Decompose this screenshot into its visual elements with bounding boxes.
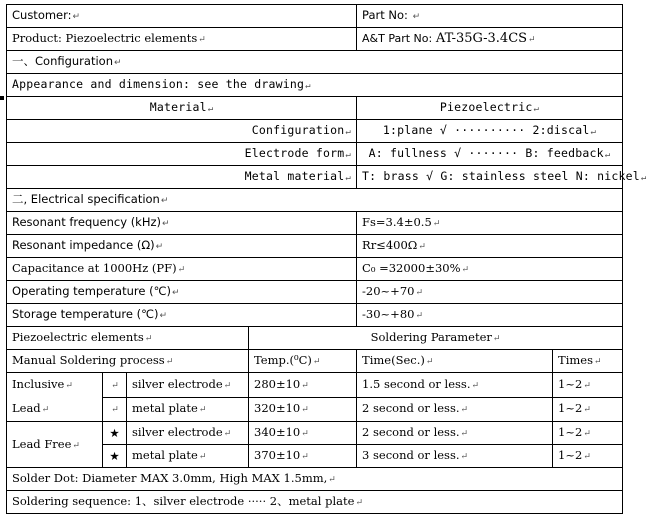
material-cell: metal plate↵ — [127, 397, 249, 422]
col-time-header: Time(Sec.)↵ — [357, 350, 553, 373]
at-part-no-cell: A&T Part No: AT-35G-3.4CS↵ — [357, 28, 623, 51]
product-cell: Product: Piezoelectric elements↵ — [7, 28, 357, 51]
soldering-left-title-2: Manual Soldering process↵ — [7, 350, 249, 373]
at-part-no-label: A&T Part No: — [362, 32, 433, 45]
solder-dot-note: Solder Dot: Diameter MAX 3.0mm, High MAX 1.5mm,↵ — [7, 468, 623, 491]
times-cell: 1~2↵ — [553, 422, 623, 445]
electrical-label: Capacitance at 1000Hz (PF)↵ — [7, 258, 357, 281]
configuration-title: 一、Configuration↵ — [7, 51, 623, 74]
material-cell: silver electrode↵ — [127, 422, 249, 445]
time-cell: 2 second or less.↵ — [357, 397, 553, 422]
temp-cell: 320±10↵ — [249, 397, 357, 422]
at-part-no-value: AT-35G-3.4CS — [435, 31, 528, 46]
soldering-sequence-note: Soldering sequence: 1、silver electrode ····· 2、metal plate↵ — [7, 491, 623, 514]
temp-cell: 370±10↵ — [249, 445, 357, 468]
metal-row — [7, 166, 623, 189]
electrical-row — [7, 281, 623, 304]
electrical-value: Fs=3.4±0.5↵ — [357, 212, 623, 235]
time-cell: 3 second or less.↵ — [357, 445, 553, 468]
table-row — [7, 373, 623, 398]
electrical-value: -20~+70↵ — [357, 281, 623, 304]
col-temp-header: Temp.(⁰C)↵ — [249, 350, 357, 373]
config-row — [7, 120, 623, 143]
electrical-label: Resonant impedance (Ω)↵ — [7, 235, 357, 258]
times-cell: 1~2↵ — [553, 397, 623, 422]
electrical-label: Operating temperature (℃)↵ — [7, 281, 357, 304]
temp-cell: 280±10↵ — [249, 373, 357, 398]
electrical-row — [7, 304, 623, 327]
electrical-row — [7, 235, 623, 258]
electrical-label: Resonant frequency (kHz)↵ — [7, 212, 357, 235]
part-no-label: Part No: — [362, 8, 408, 22]
electrical-row — [7, 258, 623, 281]
electrical-title: 二, Electrical specification↵ — [7, 189, 623, 212]
sequence-row — [7, 491, 623, 514]
soldering-header-row-2 — [7, 350, 623, 373]
part-no-cell: Part No: ↵ — [357, 5, 623, 28]
group-lead-free: Lead Free↵ — [7, 422, 103, 468]
configuration-title-row — [7, 51, 623, 74]
time-cell: 2 second or less.↵ — [357, 422, 553, 445]
electrical-title-row — [7, 189, 623, 212]
material-row — [7, 97, 623, 120]
times-cell: 1~2↵ — [553, 373, 623, 398]
spec-sheet — [6, 4, 646, 514]
time-cell: 1.5 second or less.↵ — [357, 373, 553, 398]
star-icon: ★ — [103, 422, 127, 445]
appearance-row — [7, 74, 623, 97]
customer-label: Customer: — [12, 8, 72, 22]
col-times-header: Times↵ — [553, 350, 623, 373]
appearance-text: Appearance and dimension: see the drawing↵ — [7, 74, 623, 97]
soldering-left-title-1: Piezoelectric elements↵ — [7, 327, 249, 350]
config-label: Configuration↵ — [7, 120, 357, 143]
electrode-label: Electrode form↵ — [7, 143, 357, 166]
times-cell: 1~2↵ — [553, 445, 623, 468]
solder-dot-row — [7, 468, 623, 491]
material-cell: silver electrode↵ — [127, 373, 249, 398]
electrical-value: -30~+80↵ — [357, 304, 623, 327]
config-value: 1:plane √ ·········· 2:discal↵ — [357, 120, 623, 143]
customer-cell: Customer:↵ — [7, 5, 357, 28]
header-row-customer — [7, 5, 623, 28]
electrical-label: Storage temperature (℃)↵ — [7, 304, 357, 327]
soldering-parameter-title: Soldering Parameter↵ — [249, 327, 623, 350]
header-row-product — [7, 28, 623, 51]
electrical-value: C₀ =32000±30%↵ — [357, 258, 623, 281]
row-marker: ↵ — [103, 397, 127, 422]
star-icon: ★ — [103, 445, 127, 468]
material-value: Piezoelectric↵ — [357, 97, 623, 120]
electrode-value: A: fullness √ ······· B: feedback↵ — [357, 143, 623, 166]
electrical-value: Rr≤400Ω↵ — [357, 235, 623, 258]
material-label: Material↵ — [7, 97, 357, 120]
table-row — [7, 422, 623, 445]
material-cell: metal plate↵ — [127, 445, 249, 468]
electrode-row — [7, 143, 623, 166]
row-marker: ↵ — [103, 373, 127, 398]
group-inclusive-lead: Inclusive↵ Lead↵ — [7, 373, 103, 422]
metal-label: Metal material↵ — [7, 166, 357, 189]
metal-value: T: brass √ G: stainless steel N: nickel↵ — [357, 166, 623, 189]
product-label: Product: Piezoelectric elements — [12, 31, 198, 45]
spec-table — [6, 4, 646, 514]
soldering-header-row-1 — [7, 327, 623, 350]
electrical-row — [7, 212, 623, 235]
list-bullet-marker — [0, 96, 4, 100]
temp-cell: 340±10↵ — [249, 422, 357, 445]
